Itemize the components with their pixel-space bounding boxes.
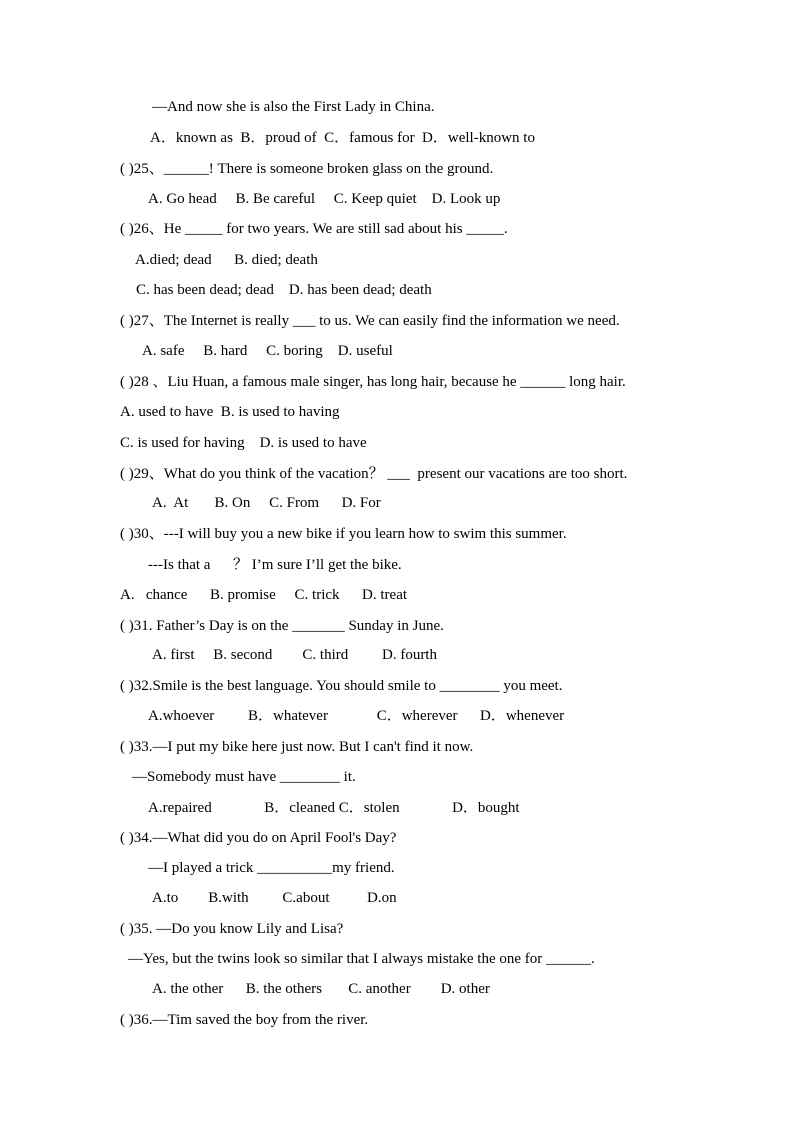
question-27-stem: ( )27、The Internet is really ___ to us. We can easily find the information we need. [120,313,620,329]
question-34-stem: ( )34.—What did you do on April Fool's Day? [120,830,397,846]
question-33-reply: —Somebody must have ________ it. [132,769,356,785]
question-25-options: A. Go head B. Be careful C. Keep quiet D. Look up [148,191,501,207]
question-30-options: A. chance B. promise C. trick D. treat [120,587,408,603]
question-34-options: A.to B.with C.about D.on [152,890,397,906]
question-33-stem: ( )33.—I put my bike here just now. But I can't find it now. [120,739,474,755]
question-36-stem: ( )36.—Tim saved the boy from the river. [120,1012,369,1028]
question-26-options-cd: C. has been dead; dead D. has been dead; death [136,282,432,298]
question-30-stem: ( )30、---I will buy you a new bike if you learn how to swim this summer. [120,526,567,542]
question-35-stem: ( )35. —Do you know Lily and Lisa? [120,921,344,937]
question-31-stem: ( )31. Father’s Day is on the _______ Sunday in June. [120,618,444,634]
question-28-options-ab: A. used to have B. is used to having [120,404,340,420]
question-24-options: A．known as B．proud of C．famous for D．well-known to [150,130,535,146]
question-31-options: A. first B. second C. third D. fourth [152,647,437,663]
question-35-options: A. the other B. the others C. another D. other [152,981,490,997]
question-30-reply: ---Is that a ？ I’m sure I’ll get the bike. [148,557,402,573]
question-33-options: A.repaired B．cleaned C．stolen D．bought [148,800,520,816]
question-29-options: A. At B. On C. From D. For [152,495,381,511]
question-34-reply: —I played a trick __________my friend. [148,860,395,876]
question-26-stem: ( )26、He _____ for two years. We are still sad about his _____. [120,221,508,237]
question-32-stem: ( )32.Smile is the best language. You should smile to ________ you meet. [120,678,563,694]
question-28-options-cd: C. is used for having D. is used to have [120,435,367,451]
question-26-options-ab: A.died; dead B. died; death [135,252,318,268]
question-28-stem: ( )28 、Liu Huan, a famous male singer, has long hair, because he ______ long hair. [120,374,626,390]
question-25-stem: ( )25、______! There is someone broken glass on the ground. [120,161,494,177]
question-32-options: A.whoever B．whatever C．wherever D．whenever [148,708,565,724]
question-27-options: A. safe B. hard C. boring D. useful [142,343,393,359]
question-35-reply: —Yes, but the twins look so similar that I always mistake the one for ______. [128,951,595,967]
question-24-answer-line: —And now she is also the First Lady in China. [152,99,435,115]
question-29-stem: ( )29、What do you think of the vacation？ ___ present our vacations are too short. [120,466,628,482]
